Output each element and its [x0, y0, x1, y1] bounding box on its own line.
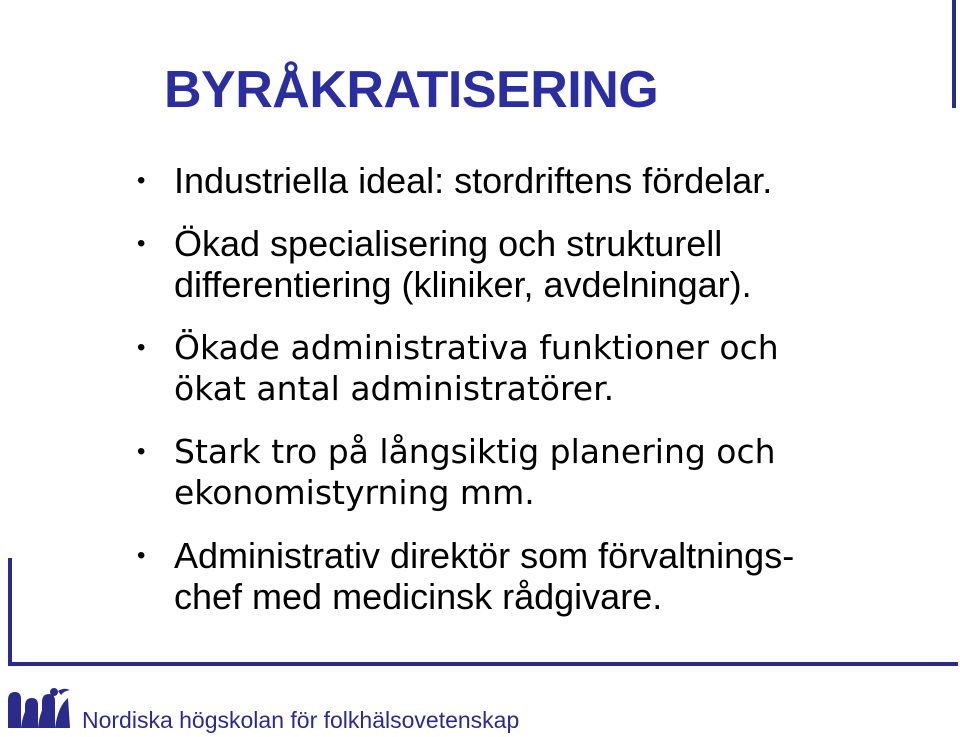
- bullet-line: Administrativ direktör som förvaltnings-: [174, 535, 795, 576]
- bullet-line: ökat antal administratörer.: [174, 369, 615, 408]
- frame-line-bottom: [8, 662, 958, 666]
- bullet-item: [137, 431, 937, 513]
- bullet-line: Stark tro på långsiktig planering och: [174, 432, 776, 471]
- bullet-line: Ökade administrativa funktioner och: [174, 328, 779, 367]
- bullet-dot: •: [137, 334, 146, 361]
- frame-line-top-right: [952, 0, 956, 108]
- bullet-line: chef med medicinsk rådgivare.: [174, 576, 663, 617]
- frame-line-left: [8, 558, 12, 666]
- bullet-dot: •: [137, 167, 146, 194]
- bullet-list: [137, 160, 937, 639]
- footer-organization: Nordiska högskolan för folkhälsovetenskap: [82, 707, 520, 733]
- bullet-item: [137, 327, 937, 409]
- bullet-line: Industriella ideal: stordriftens fördelar.: [174, 160, 773, 201]
- bullet-dot: •: [137, 438, 146, 465]
- bullet-item: [137, 160, 937, 201]
- slide-title: BYRÅKRATISERING: [164, 61, 659, 119]
- bullet-item: [137, 223, 937, 305]
- bullet-line: Ökad specialisering och strukturell: [174, 223, 723, 264]
- bullet-dot: •: [137, 230, 146, 257]
- bullet-dot: •: [137, 542, 146, 569]
- nhv-logo-icon: [6, 686, 72, 730]
- bullet-line: ekonomistyrning mm.: [174, 473, 535, 512]
- bullet-line: differentiering (kliniker, avdelningar).: [174, 264, 752, 305]
- bullet-item: [137, 535, 937, 617]
